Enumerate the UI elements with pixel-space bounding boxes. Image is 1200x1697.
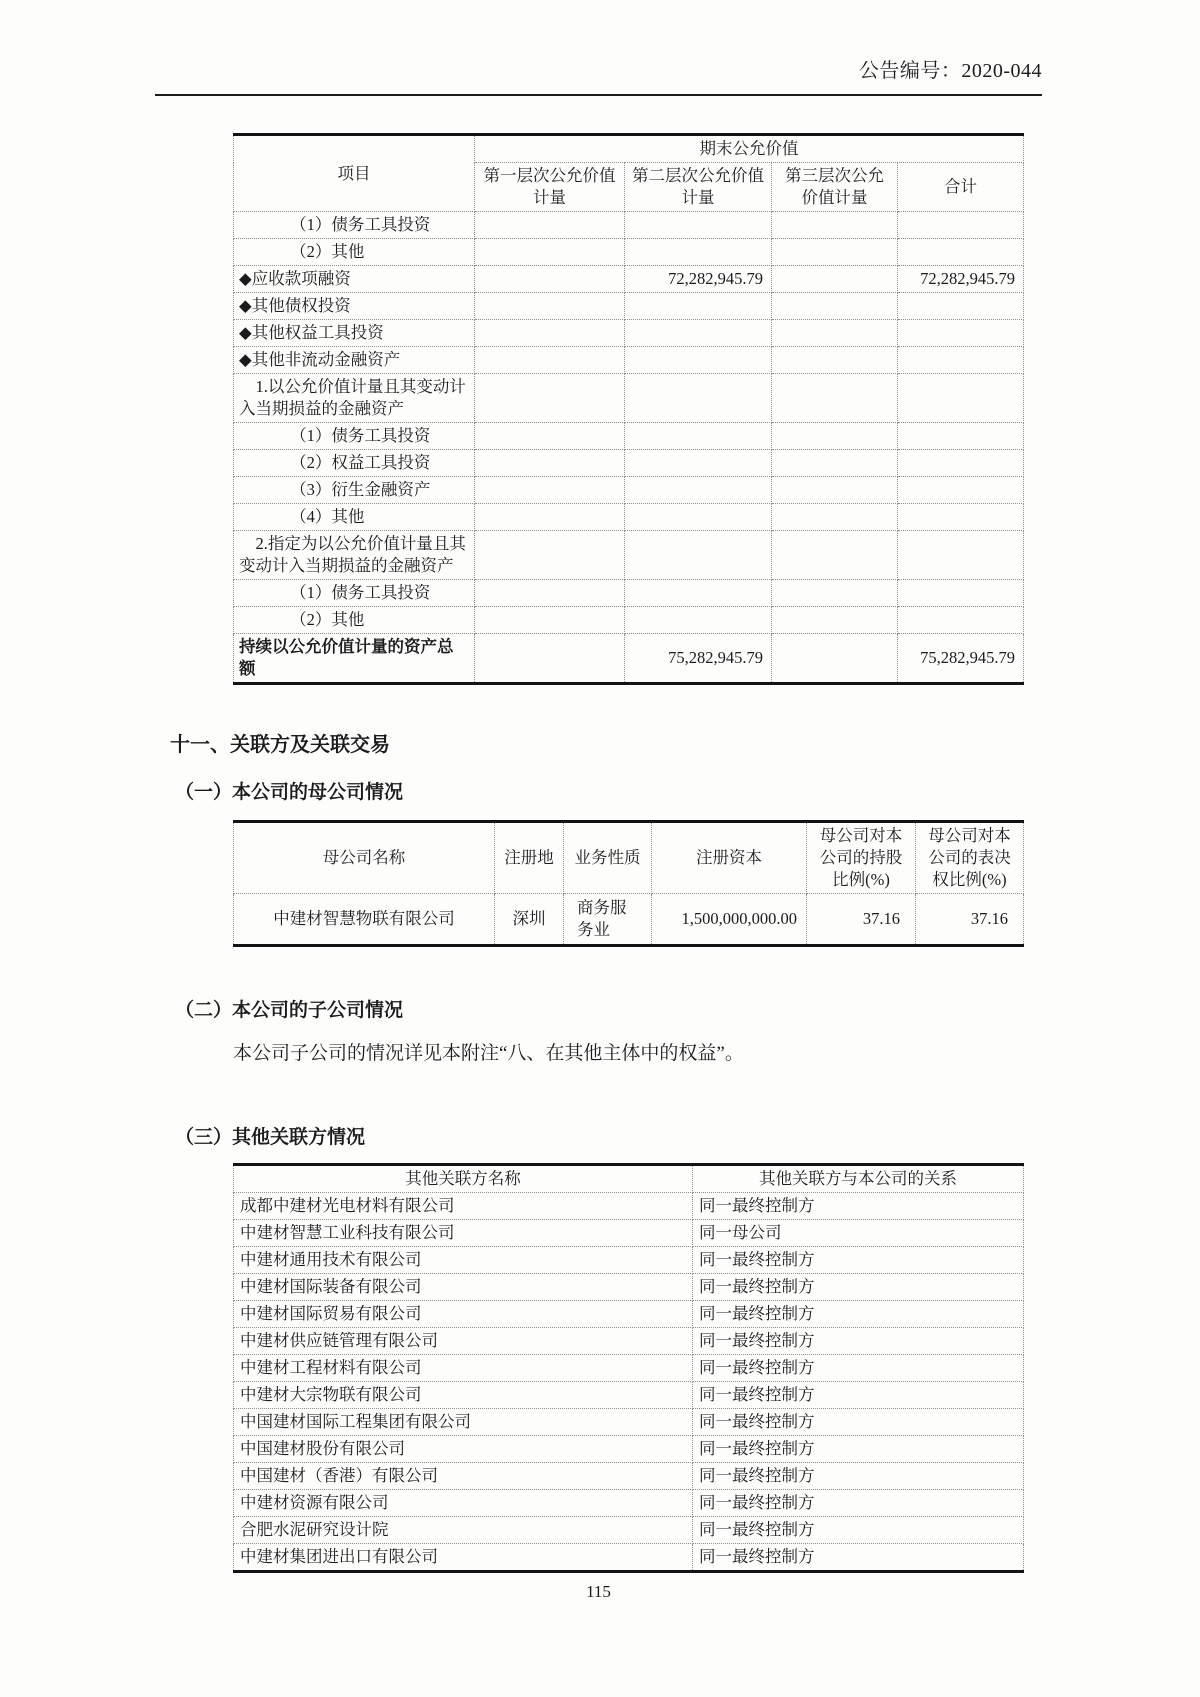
value-cell: [625, 423, 772, 450]
related-party-row: [234, 1301, 1024, 1328]
party-name-cell: 中国建材股份有限公司: [234, 1436, 693, 1463]
value-cell: [898, 531, 1024, 580]
value-cell: [772, 423, 898, 450]
value-cell: [475, 634, 625, 684]
related-name-header: 其他关联方名称: [234, 1165, 693, 1193]
value-cell: [475, 531, 625, 580]
value-cell: [898, 293, 1024, 320]
value-cell: [772, 320, 898, 347]
value-cell: [898, 239, 1024, 266]
fair-value-row: [234, 320, 1024, 347]
fair-value-row: [234, 607, 1024, 634]
value-cell: [898, 504, 1024, 531]
related-party-row: [234, 1220, 1024, 1247]
party-relation-cell: 同一最终控制方: [693, 1409, 1024, 1436]
value-cell: [898, 580, 1024, 607]
item-cell: （1）债务工具投资: [234, 423, 475, 450]
level2-header: 第二层次公允价值计量: [625, 163, 772, 212]
fair-value-row: [234, 293, 1024, 320]
parent-name-header: 母公司名称: [234, 822, 495, 894]
voting-ratio-header: 母公司对本公司的表决权比例(%): [916, 822, 1024, 894]
business-nature-cell: 商务服务业: [564, 894, 652, 946]
value-cell: [475, 450, 625, 477]
value-cell: [898, 374, 1024, 423]
fair-value-row: [234, 239, 1024, 266]
value-cell: [625, 239, 772, 266]
related-party-row: [234, 1517, 1024, 1544]
related-party-row: [234, 1193, 1024, 1220]
value-cell: [475, 607, 625, 634]
party-relation-cell: 同一最终控制方: [693, 1517, 1024, 1544]
party-relation-cell: 同一最终控制方: [693, 1301, 1024, 1328]
value-cell: 75,282,945.79: [625, 634, 772, 684]
subsidiaries-paragraph: 本公司子公司的情况详见本附注“八、在其他主体中的权益”。: [233, 1043, 744, 1064]
party-name-cell: 成都中建材光电材料有限公司: [234, 1193, 693, 1220]
value-cell: [772, 607, 898, 634]
value-cell: [772, 266, 898, 293]
party-relation-cell: 同一母公司: [693, 1220, 1024, 1247]
item-cell: 持续以公允价值计量的资产总额: [234, 634, 475, 684]
value-cell: 75,282,945.79: [898, 634, 1024, 684]
item-cell: ◆其他债权投资: [234, 293, 475, 320]
item-cell: ◆其他非流动金融资产: [234, 347, 475, 374]
related-relation-header: 其他关联方与本公司的关系: [693, 1165, 1024, 1193]
value-cell: [625, 293, 772, 320]
value-cell: [625, 531, 772, 580]
fair-value-row: [234, 423, 1024, 450]
section-heading-11: 十一、关联方及关联交易: [170, 734, 390, 756]
party-relation-cell: 同一最终控制方: [693, 1463, 1024, 1490]
fair-value-row: [234, 450, 1024, 477]
value-cell: [475, 320, 625, 347]
value-cell: [898, 450, 1024, 477]
party-relation-cell: 同一最终控制方: [693, 1436, 1024, 1463]
related-party-row: [234, 1355, 1024, 1382]
value-cell: [898, 607, 1024, 634]
total-header: 合计: [898, 163, 1024, 212]
value-cell: [772, 374, 898, 423]
party-relation-cell: 同一最终控制方: [693, 1328, 1024, 1355]
party-name-cell: 中国建材国际工程集团有限公司: [234, 1409, 693, 1436]
page-header: [155, 58, 1042, 84]
parent-company-row: [234, 894, 1024, 946]
fair-value-row: [234, 347, 1024, 374]
related-party-row: [234, 1247, 1024, 1274]
registered-capital-cell: 1,500,000,000.00: [652, 894, 807, 946]
related-party-row: [234, 1274, 1024, 1301]
header-rule: [155, 94, 1042, 96]
fair-value-row: [234, 531, 1024, 580]
party-name-cell: 中建材工程材料有限公司: [234, 1355, 693, 1382]
value-cell: [772, 293, 898, 320]
value-cell: [475, 580, 625, 607]
value-cell: 72,282,945.79: [625, 266, 772, 293]
related-party-row: [234, 1436, 1024, 1463]
value-cell: [625, 374, 772, 423]
related-parties-table-body: [234, 1193, 1024, 1572]
value-cell: [772, 580, 898, 607]
value-cell: [625, 347, 772, 374]
party-name-cell: 中建材国际贸易有限公司: [234, 1301, 693, 1328]
value-cell: [625, 504, 772, 531]
value-cell: [475, 293, 625, 320]
value-cell: [625, 320, 772, 347]
related-party-row: [234, 1490, 1024, 1517]
item-cell: （1）债务工具投资: [234, 580, 475, 607]
value-cell: [772, 212, 898, 239]
fair-value-row: [234, 266, 1024, 293]
value-cell: 72,282,945.79: [898, 266, 1024, 293]
subsection-heading-2: （二）本公司的子公司情况: [175, 1000, 404, 1021]
party-name-cell: 中建材智慧工业科技有限公司: [234, 1220, 693, 1247]
value-cell: [475, 374, 625, 423]
fair-value-row: [234, 212, 1024, 239]
value-cell: [772, 450, 898, 477]
value-cell: [898, 423, 1024, 450]
value-cell: [898, 347, 1024, 374]
item-cell: （4）其他: [234, 504, 475, 531]
party-name-cell: 中建材通用技术有限公司: [234, 1247, 693, 1274]
party-name-cell: 中国建材（香港）有限公司: [234, 1463, 693, 1490]
period-fair-value-header: 期末公允价值: [475, 135, 1024, 163]
party-name-cell: 中建材国际装备有限公司: [234, 1274, 693, 1301]
value-cell: [772, 634, 898, 684]
value-cell: [625, 450, 772, 477]
party-relation-cell: 同一最终控制方: [693, 1544, 1024, 1572]
fair-value-header-row-1: [234, 135, 1024, 163]
value-cell: [625, 477, 772, 504]
shareholding-ratio-header: 母公司对本公司的持股比例(%): [807, 822, 916, 894]
party-name-cell: 中建材集团进出口有限公司: [234, 1544, 693, 1572]
fair-value-row: [234, 374, 1024, 423]
fair-value-table-body: [234, 212, 1024, 684]
value-cell: [772, 504, 898, 531]
value-cell: [772, 477, 898, 504]
value-cell: [625, 212, 772, 239]
subsection-heading-3: （三）其他关联方情况: [175, 1127, 366, 1148]
value-cell: [625, 607, 772, 634]
parent-company-table: [233, 820, 1024, 947]
item-cell: （3）衍生金融资产: [234, 477, 475, 504]
item-cell: （2）其他: [234, 239, 475, 266]
value-cell: [772, 239, 898, 266]
value-cell: [475, 212, 625, 239]
party-name-cell: 中建材资源有限公司: [234, 1490, 693, 1517]
value-cell: [475, 504, 625, 531]
fair-value-row: [234, 580, 1024, 607]
party-relation-cell: 同一最终控制方: [693, 1355, 1024, 1382]
item-cell: （2）其他: [234, 607, 475, 634]
value-cell: [898, 477, 1024, 504]
shareholding-ratio-cell: 37.16: [807, 894, 916, 946]
party-relation-cell: 同一最终控制方: [693, 1274, 1024, 1301]
related-parties-header-row: [234, 1165, 1024, 1193]
item-cell: ◆应收款项融资: [234, 266, 475, 293]
value-cell: [772, 531, 898, 580]
value-cell: [898, 212, 1024, 239]
business-nature-header: 业务性质: [564, 822, 652, 894]
party-name-cell: 合肥水泥研究设计院: [234, 1517, 693, 1544]
related-party-row: [234, 1382, 1024, 1409]
related-party-row: [234, 1544, 1024, 1572]
registered-place-cell: 深圳: [495, 894, 564, 946]
page-number: 115: [586, 1582, 611, 1601]
value-cell: [898, 320, 1024, 347]
party-relation-cell: 同一最终控制方: [693, 1247, 1024, 1274]
value-cell: [475, 423, 625, 450]
item-cell: ◆其他权益工具投资: [234, 320, 475, 347]
item-cell: 1.以公允价值计量且其变动计入当期损益的金融资产: [234, 374, 475, 423]
value-cell: [475, 266, 625, 293]
item-header: 项目: [234, 135, 475, 212]
party-relation-cell: 同一最终控制方: [693, 1382, 1024, 1409]
registered-place-header: 注册地: [495, 822, 564, 894]
fair-value-row: [234, 477, 1024, 504]
voting-ratio-cell: 37.16: [916, 894, 1024, 946]
party-relation-cell: 同一最终控制方: [693, 1490, 1024, 1517]
party-name-cell: 中建材供应链管理有限公司: [234, 1328, 693, 1355]
fair-value-row: [234, 504, 1024, 531]
related-party-row: [234, 1409, 1024, 1436]
fair-value-table: [233, 133, 1024, 685]
related-party-row: [234, 1328, 1024, 1355]
value-cell: [475, 239, 625, 266]
fair-value-row: [234, 634, 1024, 684]
value-cell: [772, 347, 898, 374]
related-parties-table: [233, 1163, 1024, 1573]
level3-header: 第三层次公允价值计量: [772, 163, 898, 212]
parent-company-header-row: [234, 822, 1024, 894]
value-cell: [475, 347, 625, 374]
party-name-cell: 中建材大宗物联有限公司: [234, 1382, 693, 1409]
item-cell: （2）权益工具投资: [234, 450, 475, 477]
level1-header: 第一层次公允价值计量: [475, 163, 625, 212]
item-cell: （1）债务工具投资: [234, 212, 475, 239]
subsection-heading-1: （一）本公司的母公司情况: [175, 782, 404, 803]
parent-name-cell: 中建材智慧物联有限公司: [234, 894, 495, 946]
party-relation-cell: 同一最终控制方: [693, 1193, 1024, 1220]
item-cell: 2.指定为以公允价值计量且其变动计入当期损益的金融资产: [234, 531, 475, 580]
announcement-number: 公告编号：2020-044: [858, 60, 1042, 82]
value-cell: [625, 580, 772, 607]
value-cell: [475, 477, 625, 504]
registered-capital-header: 注册资本: [652, 822, 807, 894]
related-party-row: [234, 1463, 1024, 1490]
